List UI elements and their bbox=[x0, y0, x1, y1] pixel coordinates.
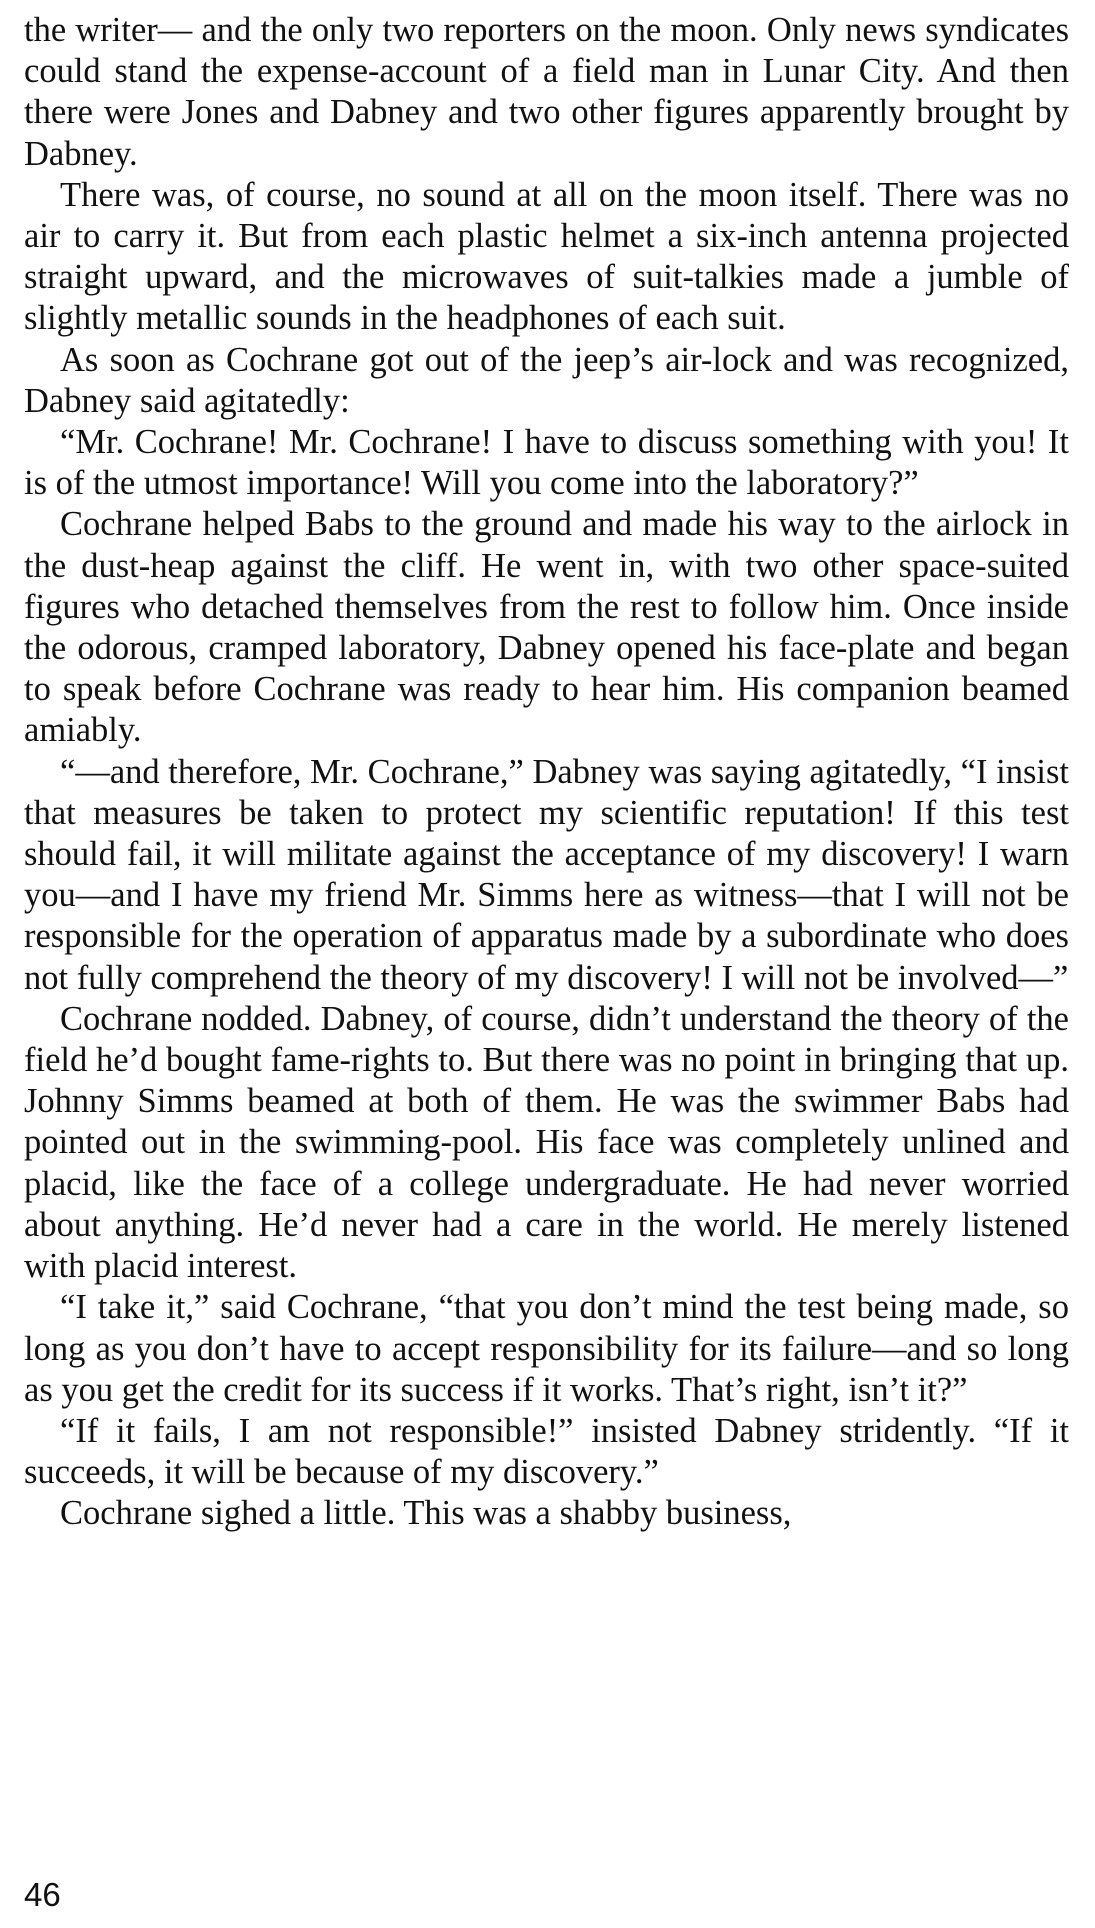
paragraph-1: the writer— and the only two reporters on the moon. Only news syndicates could stand the expense-account of a field man in Lunar City. And then there were Jones and Dabney and two other figures apparently brought by Dabney. bbox=[24, 11, 1069, 173]
paragraph-10: Cochrane sighed a little. This was a shabby business, bbox=[60, 1494, 792, 1533]
book-page-text bbox=[24, 10, 1069, 1535]
paragraph-4: “Mr. Cochrane! Mr. Cochrane! I have to discuss something with you! It is of the utmost importance! Will you come into the laboratory?” bbox=[24, 423, 1069, 503]
paragraph-2: There was, of course, no sound at all on the moon itself. There was no air to carry it. But from each plastic helmet a six-inch antenna projected straight upward, and the microwaves of suit-talkies made a jumble of slightly metallic sounds in the headphones of each suit. bbox=[24, 175, 1069, 338]
paragraph-5: Cochrane helped Babs to the ground and made his way to the airlock in the dust-heap against the cliff. He went in, with two other space-suited figures who detached themselves from the rest to follow him. Once inside the odorous, cramped laboratory, Dabney opened his face-plate and began to speak before Cochrane was ready to hear him. His companion beamed amiably. bbox=[24, 505, 1069, 750]
paragraph-8: “I take it,” said Cochrane, “that you don’t mind the test being made, so long as you don’t have to accept responsibility for its failure—and so long as you get the credit for its success if it works. That’s right, isn’t it?” bbox=[24, 1288, 1069, 1409]
page-number: 46 bbox=[24, 1876, 61, 1913]
paragraph-9: “If it fails, I am not responsible!” insisted Dabney stridently. “If it succeeds, it will be because of my discovery.” bbox=[24, 1411, 1069, 1492]
paragraph-6: “—and therefore, Mr. Cochrane,” Dabney was saying agitatedly, “I insist that measures be taken to protect my scientific reputation! If this test should fail, it will militate against the acceptance of my discovery! I warn you—and I have my friend Mr. Simms here as witness—that I will not be responsible for the operation of apparatus made by a subordinate who does not fully comprehend the theory of my discovery! I will not be involved—” bbox=[24, 752, 1069, 997]
paragraph-7: Cochrane nodded. Dabney, of course, didn’t understand the theory of the field he’d bought fame-rights to. But there was no point in bringing that up. Johnny Simms beamed at both of them. He was the swimmer Babs had pointed out in the swimming-pool. His face was completely unlined and placid, like the face of a college undergraduate. He had never worried about anything. He’d never had a care in the world. He merely listened with placid interest. bbox=[24, 999, 1069, 1286]
paragraph-3: As soon as Cochrane got out of the jeep’s air-lock and was recognized, Dabney said agitatedly: bbox=[24, 340, 1069, 420]
